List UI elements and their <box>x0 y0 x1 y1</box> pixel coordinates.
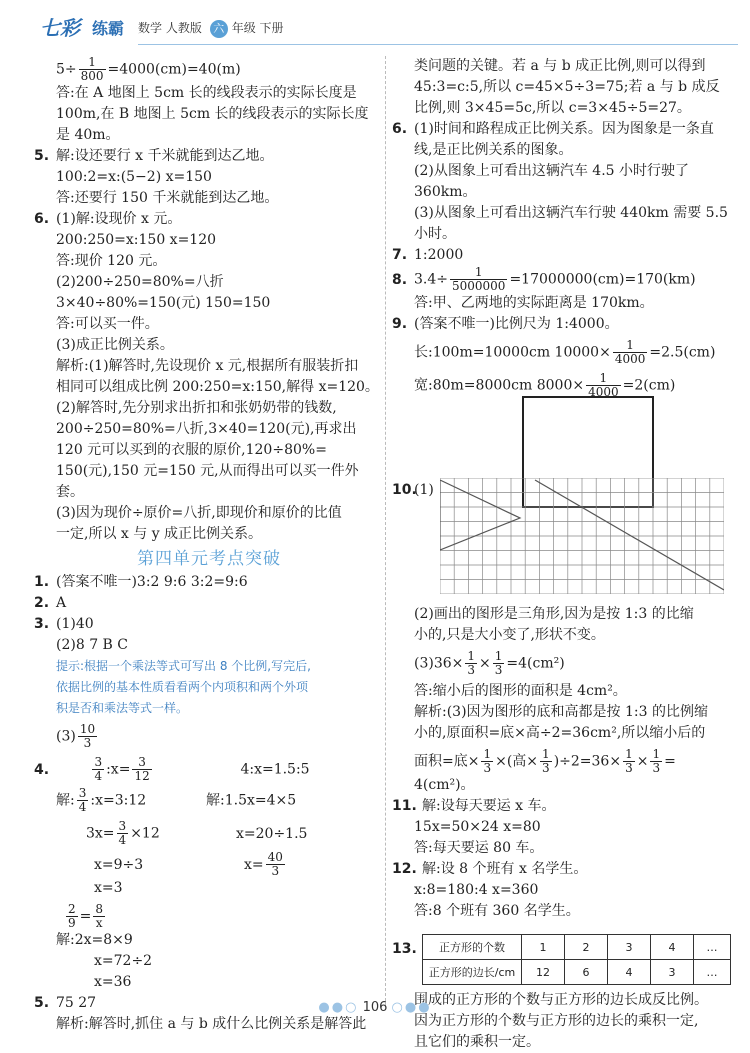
question-12: 12. 解:设 8 个班有 x 名学生。 <box>392 861 588 877</box>
text-line: 答:8 个班有 360 名学生。 <box>414 903 580 919</box>
text-line: 15x=50×24 x=80 <box>414 819 541 835</box>
text-line: $\frac{2}{9}$ = $\frac{8}{x}$ <box>68 902 104 930</box>
analysis-line: 解析:(3)因为图形的底和高都是按 1:3 的比例缩 <box>414 704 708 720</box>
table-header: 正方形的边长/cm <box>423 960 522 985</box>
question-8: 8. 3.4÷ $\frac{1}{5000000}$ =17000000(cm)=170(km) <box>392 265 696 293</box>
question-1: 1. (答案不唯一)3:2 9:6 3:2=9:6 <box>34 574 248 590</box>
text-line: 360km。 <box>414 184 477 200</box>
table-row <box>423 960 731 985</box>
analysis-line: 150(元),150 元=150 元,从而得出可以买一件外套。 <box>56 463 359 500</box>
table-cell: 12 <box>522 960 565 985</box>
text-line: 类问题的关键。若 a 与 b 成正比例,则可以得到 <box>414 58 706 74</box>
page-number: 106 <box>362 1000 388 1015</box>
text-line: 答:现价 120 元。 <box>56 253 167 269</box>
text-line: 小时。 <box>414 226 456 242</box>
column-divider <box>385 56 386 1006</box>
tip-line: 积是否和乘法等式一样。 <box>56 701 189 715</box>
question-7: 7. 1:2000 <box>392 247 464 263</box>
header-rule <box>138 44 738 45</box>
text-line: 答:缩小后的图形的面积是 4cm²。 <box>414 683 627 699</box>
question-6: 6. (1)时间和路程成正比例关系。因为图象是一条直 <box>392 121 714 137</box>
table-cell: 4 <box>651 935 694 960</box>
table-cell: … <box>694 960 731 985</box>
question-2: 2. A <box>34 595 67 611</box>
text-line: x:8=180:4 x=360 <box>414 882 539 898</box>
analysis-line: 120 元可以买到的衣服的原价,120÷80%= <box>56 442 327 458</box>
table-cell: … <box>694 935 731 960</box>
text-line: (3)36× $\frac{1}{3}$ × $\frac{1}{3}$ =4(cm²) <box>414 649 565 677</box>
text-line: 3×40÷80%=150(元) 150=150 <box>56 295 271 311</box>
text-line: (3)成正比例关系。 <box>56 337 174 353</box>
text-line: (2)200÷250=80%=八折 <box>56 274 224 290</box>
question-3: 3. (1)40 <box>34 616 94 632</box>
data-table <box>422 934 731 985</box>
grid-diagram <box>440 478 724 594</box>
question-5b: 5. 75 27 <box>34 995 97 1011</box>
tip-line: 提示:根据一个乘法等式可写出 8 个比例,写完后, <box>56 659 311 673</box>
text-line: x=3 <box>94 880 123 896</box>
section-title: 第四单元考点突破 <box>137 549 281 569</box>
grade-suffix: 年级 <box>231 21 256 35</box>
volume: 下册 <box>259 21 284 35</box>
question-11: 11. 解:设每天要运 x 车。 <box>392 798 556 814</box>
text-line: 是 40m。 <box>56 127 120 143</box>
tip-line: 依据比例的基本性质看看两个内项积和两个外项 <box>56 680 309 694</box>
text-line: (3)从图象上可看出这辆汽车行驶 440km 需要 5.5 <box>414 205 728 221</box>
brand-name: 练霸 <box>92 19 125 38</box>
text-line: 答:每天要运 80 车。 <box>414 840 544 856</box>
text-line: 5÷ $\frac{1}{800}$ =4000(cm)=40(m) <box>56 55 241 83</box>
analysis-line: 一定,所以 x 与 y 成正比例关系。 <box>56 526 263 542</box>
table-cell: 2 <box>565 935 608 960</box>
table-cell: 4 <box>608 960 651 985</box>
text-line: 小的,只是大小变了,形状不变。 <box>414 627 605 643</box>
text-line: 3x= $\frac{3}{4}$ ×12 x=20÷1.5 <box>86 819 308 847</box>
subject: 数学 <box>138 21 163 35</box>
text-line: 解:2x=8×9 <box>56 932 133 948</box>
text-line: 100m,在 B 地图上 5cm 长的线段表示的实际长度 <box>56 106 369 122</box>
brand-logo: 七彩 <box>40 16 80 40</box>
analysis-line: (2)解答时,先分别求出折扣和张奶奶带的钱数, <box>56 400 337 416</box>
text-line: x=9÷3 x= $\frac{40}{3}$ <box>94 850 283 878</box>
table-header: 正方形的个数 <box>423 935 522 960</box>
text-line: 答:可以买一件。 <box>56 316 159 332</box>
small-triangle <box>440 480 520 550</box>
grade-badge: 六 <box>210 20 228 38</box>
table-cell: 1 <box>522 935 565 960</box>
text-line: 答:还要行 150 千米就能到达乙地。 <box>56 190 279 206</box>
analysis-line: 200÷250=80%=八折,3×40=120(元),再求出 <box>56 421 357 437</box>
text-line: (3) $\frac{10}{3}$ <box>56 722 96 750</box>
text-line: x=72÷2 <box>94 953 153 969</box>
analysis-line: 4(cm²)。 <box>414 777 475 793</box>
question-9: 9. (答案不唯一)比例尺为 1:4000。 <box>392 316 619 332</box>
text-line: 宽:80m=8000cm 8000× $\frac{1}{4000}$ =2(cm) <box>414 371 676 399</box>
question-5: 5. 解:设还要行 x 千米就能到达乙地。 <box>34 148 274 164</box>
text-line: 长:100m=10000cm 10000× $\frac{1}{4000}$ =2.5(cm) <box>414 338 716 366</box>
text-line: 100:2=x:(5−2) x=150 <box>56 169 212 185</box>
text-line: 答:在 A 地图上 5cm 长的线段表示的实际长度是 <box>56 85 357 101</box>
text-line: 45:3=c:5,所以 c=45×5÷3=75;若 a 与 b 成反 <box>414 79 720 95</box>
text-line: (2)8 7 B C <box>56 637 128 653</box>
page-header <box>30 10 720 46</box>
footer-dots-left: ●●○ <box>318 1000 359 1015</box>
question-10: 10.(1) <box>392 482 434 498</box>
text-line: 200:250=x:150 x=120 <box>56 232 217 248</box>
analysis-line: 小的,原面积=底×高÷2=36cm²,所以缩小后的 <box>414 725 706 741</box>
text-line: 解: $\frac{3}{4}$ :x=3:12 解:1.5x=4×5 <box>56 786 297 814</box>
analysis-line: 相同可以组成比例 200:250=x:150,解得 x=120。 <box>56 379 379 395</box>
edition: 人教版 <box>165 21 202 35</box>
analysis-line: (3)因为现价÷原价=八折,即现价和原价的比值 <box>56 505 342 521</box>
table-row <box>423 935 731 960</box>
text-line: (2)从图象上可看出这辆汽车 4.5 小时行驶了 <box>414 163 689 179</box>
text-line: 比例,则 3×45=5c,所以 c=3×45÷5=27。 <box>414 100 691 116</box>
table-cell: 3 <box>608 935 651 960</box>
table-cell: 3 <box>651 960 694 985</box>
text-line: x=36 <box>94 974 132 990</box>
text-line: 围成的正方形的个数与正方形的边长成反比例。 <box>414 992 708 1008</box>
question-13: 13. <box>392 941 417 957</box>
left-column <box>34 56 384 1035</box>
analysis-line: 解析:(1)解答时,先设现价 x 元,根据所有服装折扣 <box>56 358 359 374</box>
analysis-line: 面积=底× $\frac{1}{3}$ ×(高× $\frac{1}{3}$ )÷2=36× $\frac{1}{3}$ × $\frac{1}{3}$ = <box>414 747 676 775</box>
book-meta <box>138 19 284 38</box>
text-line: 答:甲、乙两地的实际距离是 170km。 <box>414 295 654 311</box>
page-footer <box>0 1000 750 1015</box>
text-line: 因为正方形的个数与正方形的边长的乘积一定, <box>414 1013 699 1029</box>
text-line: 线,是正比例关系的图象。 <box>414 142 573 158</box>
question-4: 4. $\frac{3}{4}$ :x= $\frac{3}{12}$ 4:x=1.5:5 <box>34 755 310 783</box>
text-line: (2)画出的图形是三角形,因为是按 1:3 的比缩 <box>414 606 694 622</box>
text-line: 且它们的乘积一定。 <box>414 1034 540 1050</box>
question-6: 6. (1)解:设现价 x 元。 <box>34 211 182 227</box>
footer-dots-right: ○●● <box>391 1000 432 1015</box>
right-column <box>392 56 732 1050</box>
analysis-line: 解析:解答时,抓住 a 与 b 成什么比例关系是解答此 <box>56 1016 367 1032</box>
table-cell: 6 <box>565 960 608 985</box>
